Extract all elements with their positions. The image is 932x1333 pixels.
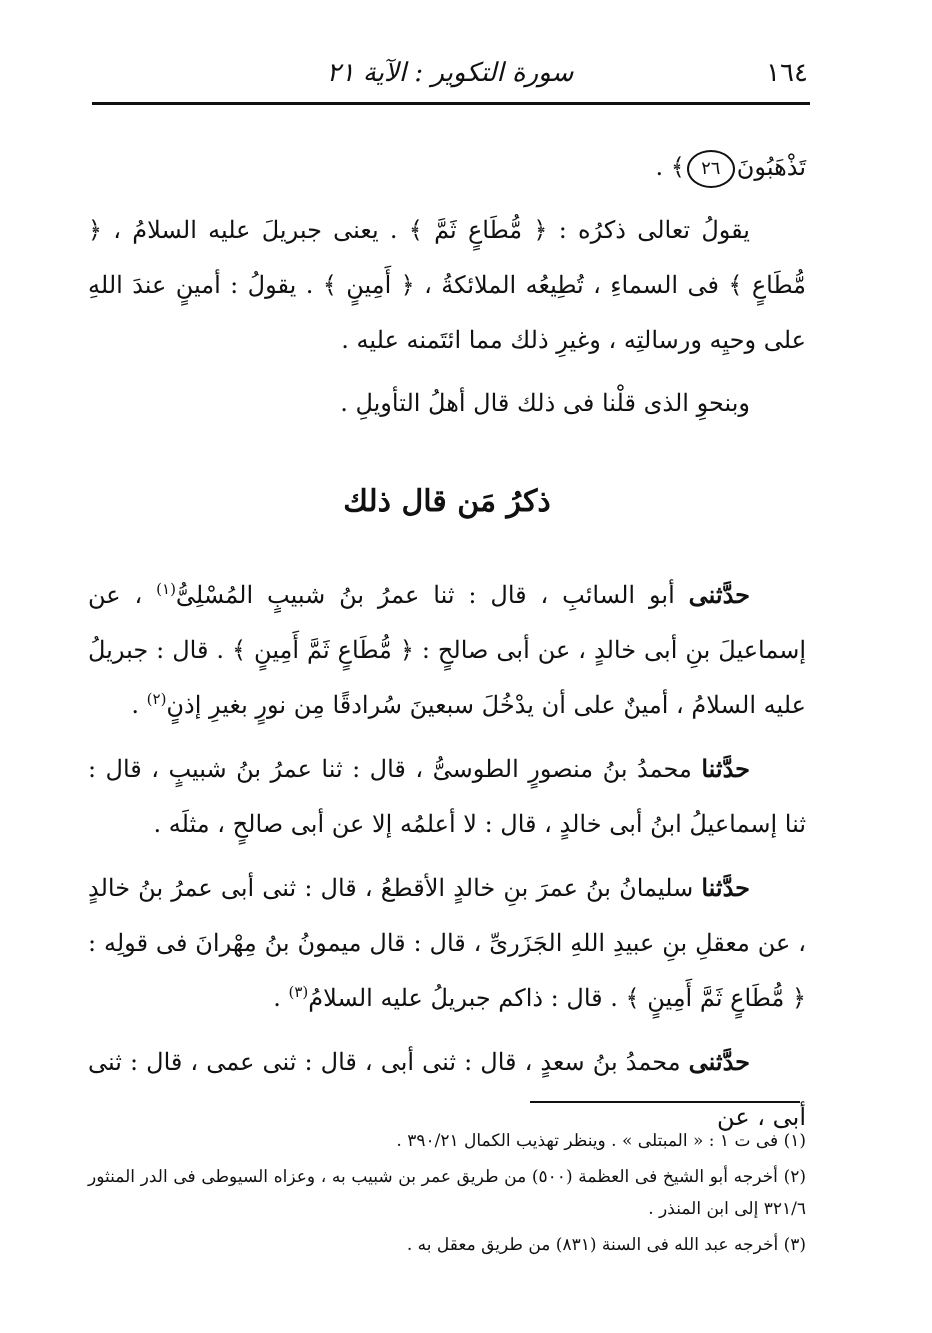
running-title: سورة التكوير : الآية ٢١ <box>326 58 574 88</box>
verse-end-mark: . <box>655 153 671 181</box>
footnotes <box>88 1125 806 1265</box>
verse-word: تَذْهَبُونَ <box>736 153 806 181</box>
narration-end: . <box>131 691 147 719</box>
narration-text: أبو السائبِ ، قال : ثنا عمرُ بنُ شبيبٍ المُسْلِىُّ <box>175 581 689 609</box>
verse-close-bracket: ﴾ <box>670 153 685 181</box>
narration-paragraph <box>88 741 806 852</box>
verse-number-medallion: ٢٦ <box>687 150 735 188</box>
footnote-marker: (٢) <box>146 690 167 708</box>
narration-lead: حدَّثنا <box>701 873 750 902</box>
commentary-paragraph: وبنحوِ الذى قلْنا فى ذلك قال أهلُ التأويلِ . <box>340 389 750 417</box>
main-text <box>88 140 806 1153</box>
narration-paragraph <box>88 860 806 1026</box>
narration-lead: حدَّثنى <box>688 580 750 609</box>
footnote-marker: (١) <box>156 580 176 598</box>
page-number: ١٦٤ <box>766 58 808 88</box>
narration-lead: حدَّثنا <box>701 754 750 783</box>
header-rule <box>92 102 810 105</box>
narration-end: . <box>273 984 289 1012</box>
narration-text: ، عن إسماعيلَ بنِ أبى خالدٍ ، عن أبى صالحٍ : ﴿ مُّطَاعٍ ثَمَّ أَمِينٍ ﴾ . قال : جبريلُ عليه السلامُ ، أمينٌ على أن يدْخُلَ سبعينَ سُرادقًا مِن نورٍ بغيرِ إذنٍ <box>88 581 806 719</box>
footnote: (٣) أخرجه عبد الله فى السنة (٨٣١) من طريق معقل به . <box>406 1235 806 1255</box>
narration-text: سليمانُ بنُ عمرَ بنِ خالدٍ الأقطعُ ، قال : ثنى أبى عمرُ بنُ خالدٍ ، عن معقلِ بنِ عبيدِ اللهِ الجَزَرىِّ ، قال : قال ميمونُ بنُ مِهْرانَ فى قولِه : ﴿ مُّطَاعٍ ثَمَّ أَمِينٍ ﴾ . قال : ذاكم جبريلُ عليه السلامُ <box>88 874 806 1012</box>
page-header <box>92 58 808 98</box>
narration-paragraph <box>88 567 806 733</box>
verse-ending-line <box>88 140 806 195</box>
footnote: (١) فى ت ١ : « المبتلى » . وينظر تهذيب الكمال ٣٩٠/٢١ . <box>396 1131 806 1151</box>
narration-text: محمدُ بنُ سعدٍ ، قال : ثنى أبى ، قال : ثنى عمى ، قال : ثنى أبى ، عن <box>88 1048 806 1131</box>
footnote-separator <box>530 1101 800 1103</box>
narration-lead: حدَّثنى <box>688 1047 750 1076</box>
narration-text: محمدُ بنُ منصورٍ الطوسىُّ ، قال : ثنا عمرُ بنُ شبيبٍ ، قال : ثنا إسماعيلُ ابنُ أبى خالدٍ ، قال : لا أعلمُه إلا عن أبى صالحٍ ، مثلَه . <box>88 755 806 838</box>
commentary-paragraph: يقولُ تعالى ذكرُه : ﴿ مُّطَاعٍ ثَمَّ ﴾ . يعنى جبريلَ عليه السلامُ ، ﴿ مُّطَاعٍ ﴾ فى السماءِ ، تُطِيعُه الملائكةُ ، ﴿ أَمِينٍ ﴾ . يقولُ : أمينٍ عندَ اللهِ على وحيِه ورسالتِه ، وغيرِ ذلك مما ائتَمنه عليه . <box>88 216 806 354</box>
section-heading: ذكرُ مَن قال ذلك <box>343 484 551 519</box>
footnote-marker: (٣) <box>288 983 309 1001</box>
footnote: (٢) أخرجه أبو الشيخ فى العظمة (٥٠٠) من طريق عمر بن شبيب به ، وعزاه السيوطى فى الدر المنثور ٣٢١/٦ إلى ابن المنذر . <box>88 1167 806 1219</box>
